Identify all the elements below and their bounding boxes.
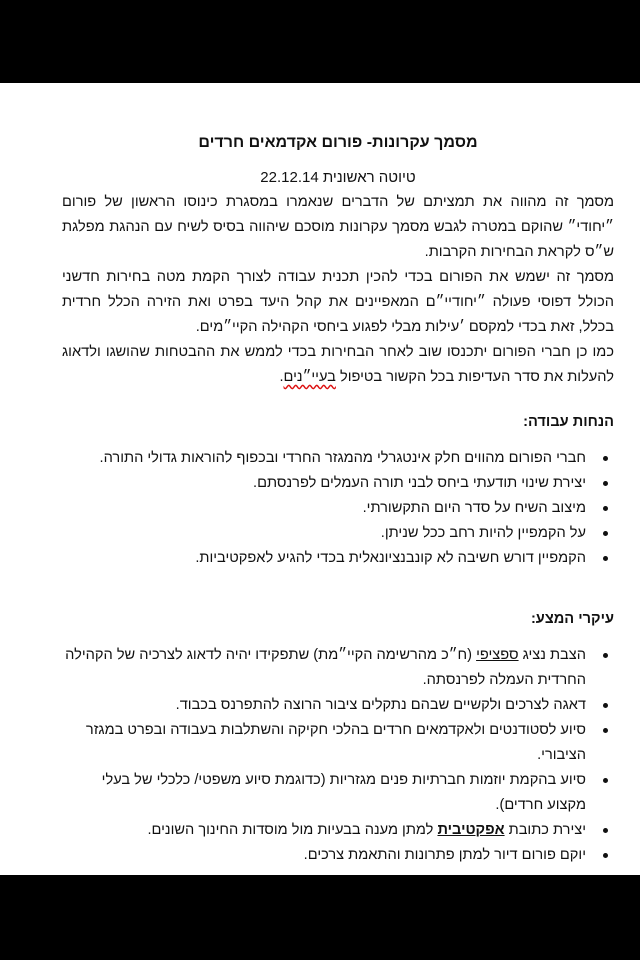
list-item bbox=[62, 843, 614, 868]
paragraph-intro: מסמך זה מהווה את תמציתם של הדברים שנאמרו במסגרת כינוסו הראשון של פורום ״יחודי״ שהוקם במטרה לגבש מסמך עקרונות מוסכם שיהווה בסיס לשיח עם הנהגת מפלגת ש״ס לקראת הבחירות הקרבות. bbox=[62, 194, 614, 260]
paragraph-followup-text: כמו כן חברי הפורום יתכנסו שוב לאחר הבחירות בכדי לממש את ההבטחות שהושגו ולדאוג להעלות את סדר העדיפות בכל הקשור בטיפול bbox=[62, 344, 614, 385]
list-item-text: יוקם פורום דיור למתן פתרונות והתאמת צרכים. bbox=[303, 847, 586, 863]
spellcheck-flagged-word: בעיי״נים bbox=[283, 369, 336, 385]
assumptions-list bbox=[62, 446, 614, 571]
document-page bbox=[0, 83, 640, 875]
platform-list bbox=[62, 643, 614, 868]
list-item bbox=[62, 818, 614, 843]
bullet-icon bbox=[603, 456, 608, 461]
bullet-icon bbox=[603, 653, 608, 658]
underlined-bold-word: אפקטיבית bbox=[437, 822, 505, 838]
list-item bbox=[62, 768, 614, 818]
list-item-text: הקמפיין דורש חשיבה לא קונבנציונאלית בכדי להגיע לאפקטיביות. bbox=[195, 550, 586, 566]
paragraph-followup-end: . bbox=[279, 369, 284, 385]
list-item-text: דאגה לצרכים ולקשיים שבהם נתקלים ציבור הרוצה להתפרנס בכבוד. bbox=[175, 697, 586, 713]
list-item bbox=[62, 643, 614, 693]
list-item bbox=[62, 496, 614, 521]
list-item bbox=[62, 693, 614, 718]
list-item-text: הצבת נציג bbox=[518, 647, 586, 663]
list-item-text: סיוע בהקמת יוזמות חברתיות פנים מגזריות (כדוגמת סיוע משפטי/ כלכלי של בעלי מקצוע חרדים). bbox=[101, 772, 586, 813]
document-body bbox=[62, 131, 614, 868]
list-item-text: חברי הפורום מהווים חלק אינטגרלי מהמגזר החרדי ובכפוף להוראות גדולי התורה. bbox=[99, 450, 586, 466]
heading-platform-principles: עיקרי המצע: bbox=[530, 611, 614, 627]
list-item bbox=[62, 521, 614, 546]
heading-working-assumptions: הנחות עבודה: bbox=[523, 414, 614, 430]
bullet-icon bbox=[603, 828, 608, 833]
list-item bbox=[62, 546, 614, 571]
underlined-word: ספציפי bbox=[476, 647, 519, 663]
paragraph-followup bbox=[62, 340, 614, 390]
bullet-icon bbox=[603, 778, 608, 783]
list-item-text: יצירת שינוי תודעתי ביחס לבני תורה העמלים לפרנסתם. bbox=[253, 475, 586, 491]
list-item-text: למתן מענה בבעיות מול מוסדות החינוך השונים. bbox=[147, 822, 438, 838]
bullet-icon bbox=[603, 531, 608, 536]
list-item bbox=[62, 471, 614, 496]
bullet-icon bbox=[603, 703, 608, 708]
list-item-text: על הקמפיין להיות רחב ככל שניתן. bbox=[380, 525, 586, 541]
paragraph-purpose: מסמך זה ישמש את הפורום בכדי להכין תכנית עבודה לצורך הקמת מטה בחירות חדשני הכולל דפוסי פעולה ״יחודיי״ם המאפיינים את קהל היעד בפרט ואת הזירה הכלל חרדית בכלל, זאת בכדי למקסם ׳עילות מבלי לפגוע ביחסי הקהילה הקיי״מים. bbox=[62, 269, 614, 335]
list-item-text: מיצוב השיח על סדר היום התקשורתי. bbox=[362, 500, 586, 516]
bullet-icon bbox=[603, 481, 608, 486]
list-item-text: יצירת כתובת bbox=[504, 822, 586, 838]
bullet-icon bbox=[603, 556, 608, 561]
bullet-icon bbox=[603, 853, 608, 858]
list-item bbox=[62, 718, 614, 768]
document-subtitle: טיוטה ראשונית 22.12.14 bbox=[260, 169, 416, 186]
bullet-icon bbox=[603, 506, 608, 511]
list-item-text: (ח״כ מהרשימה הקיי״מת) שתפקידו יהיה לדאוג לצרכיה של הקהילה החרדית העמלה לפרנסתה. bbox=[65, 647, 586, 688]
list-item-text: סיוע לסטודנטים ולאקדמאים חרדים בהלכי חקיקה והשתלבות בעבודה ובפרט במגזר הציבורי. bbox=[85, 722, 586, 763]
list-item bbox=[62, 446, 614, 471]
bullet-icon bbox=[603, 728, 608, 733]
document-title: מסמך עקרונות- פורום אקדמאים חרדים bbox=[198, 134, 478, 151]
